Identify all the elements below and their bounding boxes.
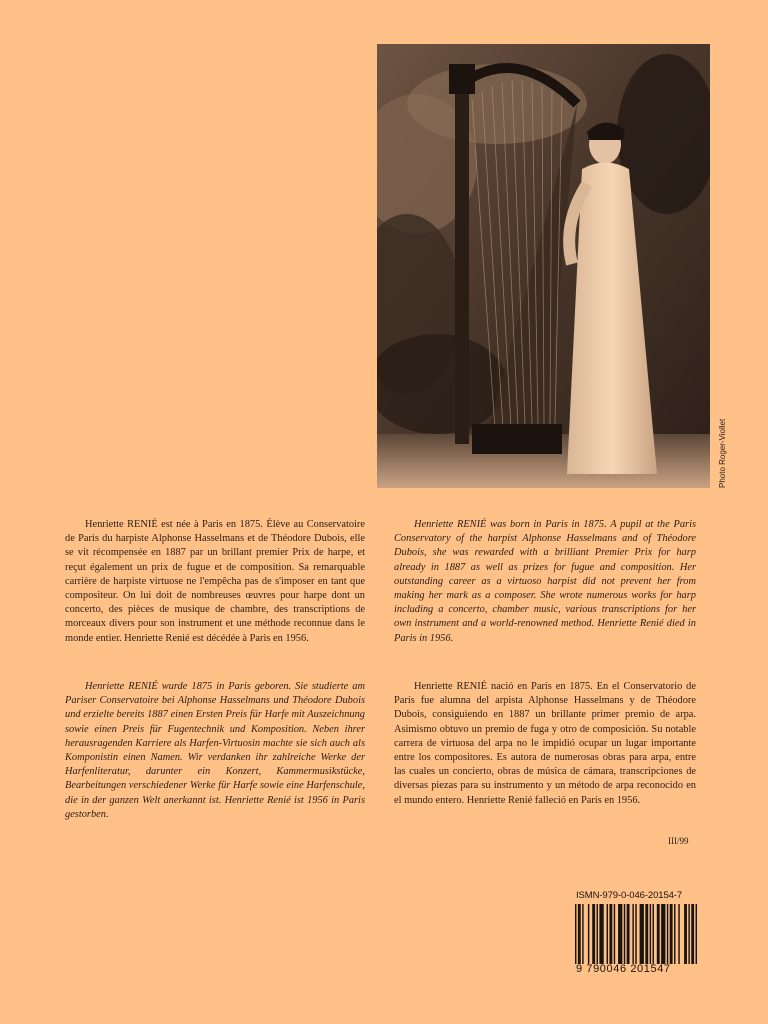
- barcode-bar: [661, 904, 665, 964]
- barcode-bars: [575, 904, 697, 964]
- barcode-bar: [578, 904, 581, 964]
- biography-french: [65, 518, 365, 646]
- barcode-bars-graphic: [575, 904, 697, 964]
- ismn-label: ISMN-979-0-046-20154-7: [576, 890, 683, 901]
- barcode-bar: [667, 904, 668, 964]
- barcode-bar: [674, 904, 675, 964]
- barcode-bar: [635, 904, 636, 964]
- barcode-digits: 9 790046 201547: [576, 963, 671, 975]
- biography-spanish: [394, 680, 696, 808]
- biography-english: [394, 518, 696, 646]
- barcode-bar: [599, 904, 603, 964]
- photo-credit: Photo Roger-Viollet: [718, 418, 727, 488]
- barcode-bar: [614, 904, 615, 964]
- biography-german: [65, 680, 365, 822]
- biography-german-text: Henriette RENIÉ wurde 1875 in Paris geboren. Sie studierte am Pariser Conservatoire bei Alphonse Hasselmans und Théodore Dubois und erzielte bereits 1887 einen Ersten Preis für Harfe mit Auszeichnung sowie einen Preis für Fugentechnik und Komposition. Neben ihrer herausragenden Karriere als Harfen-Virtuosin machte sie sich auch als Komponistin einen Namen. Wir verdanken ihr zahlreiche Werke der Harfenliteratur, darunter ein Konzert, Kammermusikstücke, Bearbeitungen verschiedener Werke für Harfe sowie eine Harfenschule, die in der ganzen Welt anerkannt ist. Henriette Renié ist 1956 in Paris gestorben.: [65, 681, 365, 820]
- catalog-code: III/99: [668, 836, 689, 846]
- barcode-bar: [618, 904, 622, 964]
- barcode-bar: [696, 904, 697, 964]
- barcode-bar: [609, 904, 612, 964]
- barcode-bar: [645, 904, 648, 964]
- barcode-bar: [607, 904, 608, 964]
- barcode-bar: [640, 904, 644, 964]
- barcode-bar: [582, 904, 583, 964]
- barcode-bar: [650, 904, 651, 964]
- barcode-bar: [657, 904, 660, 964]
- harpist-photo-image: [377, 44, 710, 488]
- barcode-bar: [691, 904, 694, 964]
- barcode-bar: [624, 904, 625, 964]
- barcode-bar: [592, 904, 595, 964]
- barcode-bar: [627, 904, 630, 964]
- barcode-bar: [670, 904, 673, 964]
- barcode-bar: [575, 904, 576, 964]
- barcode-bar: [597, 904, 598, 964]
- harpist-photo: [377, 44, 710, 488]
- barcode-bar: [653, 904, 654, 964]
- barcode-bar: [684, 904, 687, 964]
- barcode-bar: [688, 904, 689, 964]
- biography-spanish-text: Henriette RENIÉ nació en París en 1875. En el Conservatorio de París fue alumna del arpista Alphonse Hasselmans y de Théodore Dubois, consiguiendo en 1887 un brillante primer premio de arpa. Asimismo obtuvo un premio de fuga y otro de composición. Su notable carrera de virtuosa del arpa no le impidió ocupar un lugar importante entre los compositores. Es autora de numerosas obras para arpa, entre las cuales un concierto, obras de música de cámara, transcripciones de diversas piezas para su instrumento y un método de arpa reconocido en el mundo entero. Henriette Renié falleció en París en 1956.: [394, 681, 696, 806]
- biography-french-text: Henriette RENIÉ est née à Paris en 1875. Élève au Conservatoire de Paris du harpiste Alphonse Hasselmans et de Théodore Dubois, elle se vit récompensée en 1887 par un brillant premier Prix de harpe, et reçut également un prix de fugue et de composition. Sa remarquable carrière de harpiste virtuose ne l'empêcha pas de s'imposer en tant que compositeur. On lui doit de nombreuses œuvres pour harpe dont un concerto, des pièces de musique de chambre, des transcriptions de morceaux divers pour son instrument et une méthode reconnue dans le monde entier. Henriette Renié est décédée à Paris en 1956.: [65, 519, 365, 644]
- barcode-bar: [632, 904, 633, 964]
- barcode-bar: [588, 904, 589, 964]
- barcode-bar: [678, 904, 679, 964]
- biography-english-text: Henriette RENIÉ was born in Paris in 1875. A pupil at the Paris Conservatory of the harpist Alphonse Hasselmans and of Théodore Dubois, she was rewarded with a brilliant Premier Prix for harp already in 1887 as well as prizes for fugue and composition. Her outstanding career as a virtuoso harpist did not prevent her from making her mark as a composer. She wrote numerous works for harp including a concerto, chamber music, various transcriptions for her own instrument and a world-renowned method. Henriette Renié died in Paris in 1956.: [394, 519, 696, 644]
